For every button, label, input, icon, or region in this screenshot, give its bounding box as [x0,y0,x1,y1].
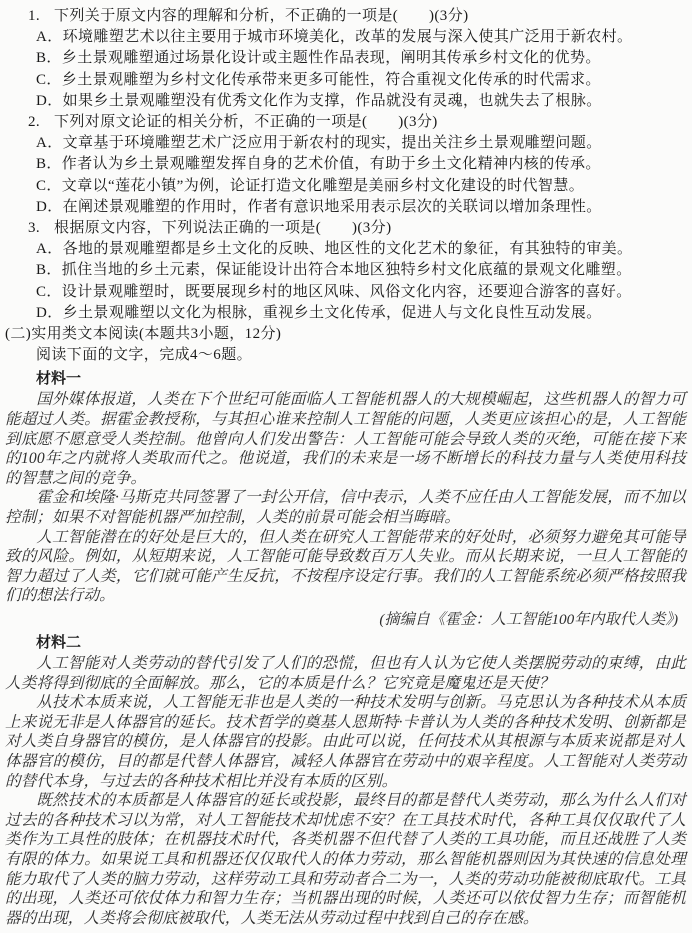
multiple-choice-section [28,6,686,324]
question-3-option-c: C．设计景观雕塑时，既要展现乡村的地区风味、风俗文化内容，还要迎合游客的喜好。 [36,283,632,300]
question-3-stem [28,218,686,239]
material-2-title: 材料二 [36,633,82,651]
question-2-option-a: A．文章基于环境雕塑艺术广泛应用于新农村的现实，提出关注乡土景观雕塑问题。 [36,135,602,152]
question-2-stem [28,112,686,133]
question-3-stem-text: 根据原文内容，下列说法正确的一项是( )(3分) [54,220,392,237]
material-2-paragraph-3: 既然技术的本质都是人体器官的延长或投影，最终目的都是替代人类劳动，那么为什么人们对过去的各种技术习以为常，对人工智能技术却忧虑不安？在工具技术时代，各种工具仅仅取代了人类作为工具性的肢体；在机器技术时代，各类机器不但代替了人类的工具功能，而且还战胜了人类有限的体力。如果说工具和机器还仅仅取代人的体力劳动，那么智能机器则因为其快速的信息处理能力取代了人类的脑力劳动，这样劳动工具和劳动者合二为一，人类的劳动功能被彻底取代。工具的出现，人类还可依仗体力和智力生存；当机器出现的时候，人类还可以依仗智力生存；而智能机器的出现，人类将会彻底被取代，人类无法从劳动过程中找到自己的存在感。 [5,792,686,927]
question-3-option-a: A．各地的景观雕塑都是乡土文化的反映、地区性的文化艺术的象征，有其独特的审美。 [36,241,633,258]
reading-instruction: 阅读下面的文字，完成4～6题。 [36,347,253,364]
material-2-paragraph-2: 从技术本质来说，人工智能无非也是人类的一种技术发明与创新。马克思认为各种技术从本质上来说无非是人体器官的延长。技术哲学的奠基人恩斯特·卡普认为人类的各种技术发明、创新都是对人类自身器官的模仿，是人体器官的投影。由此可以说，任何技术从其根源与本质来说都是对人体器官的模仿，目的都是代替人体器官，减轻人体器官在劳动中的艰辛程度。人工智能对人类劳动的替代本身，与过去的各种技术相比并没有本质的区别。 [5,694,686,790]
material-1-paragraph-2: 霍金和埃隆·马斯克共同签署了一封公开信，信中表示，人类不应任由人工智能发展，而不加以控制；如果不对智能机器严加控制，人类的前景可能会相当晦暗。 [5,489,686,527]
question-2-option-b: B．作者认为乡土景观雕塑发挥自身的艺术价值，有助于乡土文化精神内核的传承。 [36,156,601,173]
question-3-option-d: D．乡土景观雕塑以文化为根脉，重视乡土文化传承，促进人与文化良性互动发展。 [36,304,602,321]
material-1-title: 材料一 [36,370,82,388]
question-1-option-c: C．乡土景观雕塑为乡村文化传承带来更多可能性，符合重视文化传承的时代需求。 [36,71,601,88]
question-3 [28,218,686,324]
question-1-option-d: D．如果乡土景观雕塑没有优秀文化作为支撑，作品就没有灵魂，也就失去了根脉。 [36,92,602,109]
material-1-attribution: (摘编自《霍金：人工智能100年内取代人类》) [379,610,678,628]
material-1-paragraph-1: 国外媒体报道，人类在下个世纪可能面临人工智能机器人的大规模崛起，这些机器人的智力可能超过人类。据霍金教授称，与其担心谁来控制人工智能的问题，人类更应该担心的是，人工智能到底愿不愿意受人类控制。他曾向人们发出警告：人工智能可能会导致人类的灭绝，可能在接下来的100年之内就将人类取而代之。他说道，我们的未来是一场不断增长的科技力量与人类使用科技的智慧之间的竞争。 [5,391,686,487]
question-1 [28,6,686,112]
material-2-paragraph-1: 人工智能对人类劳动的替代引发了人们的恐慌，但也有人认为它使人类摆脱劳动的束缚，由此人类将得到彻底的全面解放。那么，它的本质是什么？它究竟是魔鬼还是天使？ [5,654,686,692]
question-1-number: 1. [28,8,41,24]
question-2-stem-text: 下列对原文论证的相关分析，不正确的一项是( )(3分) [54,114,438,131]
material-1 [5,368,686,630]
material-1-paragraph-3: 人工智能潜在的好处是巨大的，但人类在研究人工智能带来的好处时，必须努力避免其可能导致的风险。例如，从短期来说，人工智能可能导致数百万人失业。而从长期来说，一旦人工智能的智力超过了人类，它们就可能产生反抗，不按程序设定行事。我们的人工智能系统必须严格按照我们的想法行动。 [5,528,686,605]
material-2 [5,632,686,928]
question-2-option-c: C．文章以“莲花小镇”为例，论证打造文化雕塑是美丽乡村文化建设的时代智慧。 [36,177,585,194]
question-1-stem-text: 下列关于原文内容的理解和分析，不正确的一项是( )(3分) [54,8,469,24]
question-2 [28,112,686,218]
question-1-stem [28,6,686,27]
question-1-option-b: B．乡土景观雕塑通过场景化设计或主题性作品表现，阐明其传承乡村文化的优势。 [36,50,601,67]
question-2-option-d: D．在阐述景观雕塑的作用时，作者有意识地采用表示层次的关联词以增加条理性。 [36,198,602,215]
question-3-option-b: B．抓住当地的乡土元素，保证能设计出符合本地区独特乡村文化底蕴的景观文化雕塑。 [36,262,632,279]
section-heading: (二)实用类文本阅读(本题共3小题，12分) [5,326,282,343]
question-2-number: 2. [28,114,41,131]
question-1-option-a: A．环境雕塑艺术以往主要用于城市环境美化，改革的发展与深入使其广泛用于新农村。 [36,29,633,46]
question-3-number: 3. [28,220,41,237]
